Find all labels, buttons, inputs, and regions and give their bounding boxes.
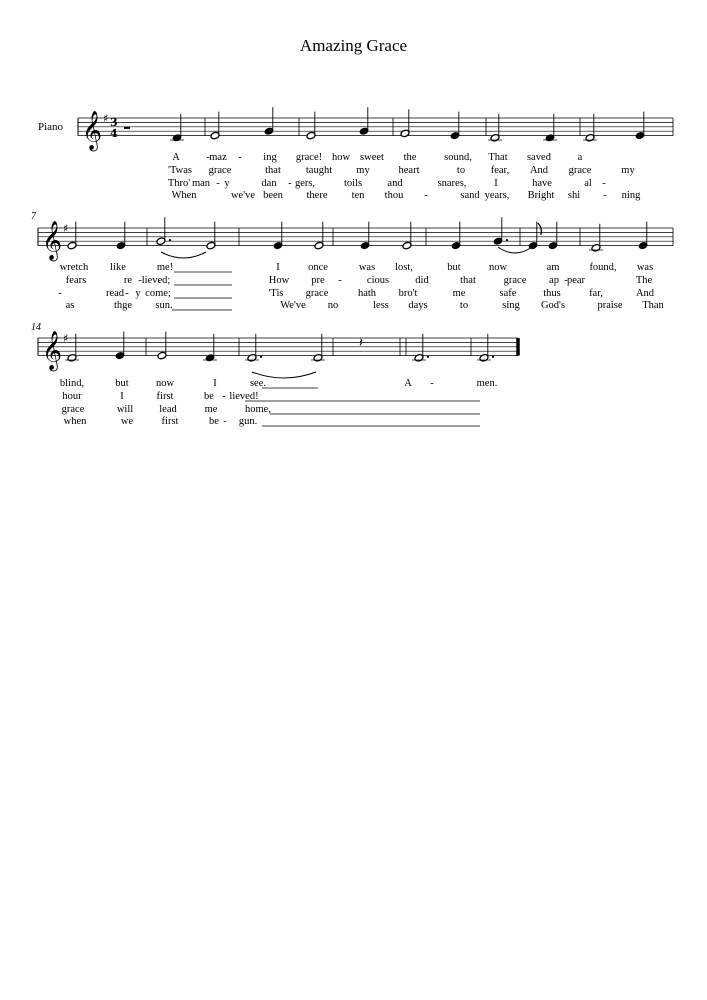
lyric-syllable: gers, [294, 178, 316, 189]
lyric-syllable: thou [384, 190, 404, 201]
lyric-syllable: grace [208, 165, 232, 176]
quarter-rest-icon: 𝄽 [359, 336, 363, 351]
lyric-syllable: - [288, 178, 292, 189]
lyric-syllable: heart [398, 165, 420, 176]
lyric-syllable: - [602, 178, 606, 189]
lyric-syllable: Than [642, 300, 664, 311]
instrument-name: Piano [38, 121, 64, 133]
lyric-syllable: come; [145, 288, 171, 299]
lyric-syllable: me [204, 404, 218, 415]
lyric-syllable: a [577, 152, 583, 163]
lyric-syllable: ing [263, 152, 277, 163]
lyric-syllable: And [635, 288, 655, 299]
lyric-syllable: to [459, 300, 469, 311]
note-dot [427, 356, 429, 358]
lyric-syllable: am [546, 262, 560, 273]
lyric-syllable: have [532, 178, 552, 189]
key-signature-sharp: ♯ [63, 332, 69, 345]
lyric-syllable: and [387, 178, 403, 189]
lyric-syllable: pre [311, 275, 325, 286]
lyric-syllable: there [306, 190, 328, 201]
lyric-syllable: toils [343, 178, 363, 189]
lyric-syllable: lieved! [229, 391, 259, 402]
lyric-syllable: - [223, 416, 227, 427]
lyric-syllable: A [404, 378, 412, 389]
lyric-syllable: blind, [59, 378, 85, 389]
treble-clef-icon: 𝄞 [82, 110, 103, 151]
lyric-syllable: gun. [238, 416, 258, 427]
lyric-syllable: sun. [155, 300, 173, 311]
lyric-syllable: - [138, 275, 142, 286]
lyric-syllable: - [222, 391, 226, 402]
lyric-syllable: God's [540, 300, 566, 311]
lyric-syllable: home, [245, 404, 271, 415]
lyric-syllable: praise [597, 300, 623, 311]
lyric-syllable: days [408, 300, 428, 311]
lyric-syllable: read [105, 288, 125, 299]
lyric-syllable: how [331, 152, 351, 163]
lyric-syllable: grace [61, 404, 85, 415]
lyric-syllable: years, [484, 190, 510, 201]
lyric-syllable: me! [156, 262, 174, 273]
lyric-syllable: first [161, 416, 179, 427]
note-dot [492, 356, 494, 358]
lyric-syllable: will [116, 404, 134, 415]
lyric-syllable: grace [305, 288, 329, 299]
lyric-syllable: ap [549, 275, 559, 286]
lyric-syllable: 'Twas [168, 165, 192, 176]
lyric-syllable: cious [366, 275, 390, 286]
treble-clef-icon: 𝄞 [42, 330, 63, 371]
lyric-syllable: hour [62, 391, 82, 402]
lyric-syllable: ten [351, 190, 365, 201]
lyric-syllable: al [584, 178, 592, 189]
lyric-syllable: grace! [295, 152, 323, 163]
lyric-syllable: lieved; [141, 275, 171, 286]
lyric-syllable: once [308, 262, 328, 273]
lyric-syllable: - [338, 275, 342, 286]
lyric-syllable: did [415, 275, 429, 286]
lyric-syllable: but [447, 262, 461, 273]
tie-arc [498, 247, 532, 253]
lyric-syllable: - [430, 378, 434, 389]
lyric-syllable: sound, [444, 152, 472, 163]
lyric-syllable: sweet [360, 152, 384, 163]
key-signature-sharp: ♯ [103, 112, 109, 125]
lyric-syllable: Bright [527, 190, 555, 201]
time-signature-bottom: 4 [110, 127, 118, 140]
lyric-syllable: taught [305, 165, 333, 176]
lyric-syllable: I [213, 378, 217, 389]
treble-clef-icon: 𝄞 [42, 220, 63, 261]
lyric-syllable: pear [566, 275, 586, 286]
lyric-syllable: - [125, 288, 129, 299]
lyric-syllable: safe [499, 288, 517, 299]
lyric-syllable: but [115, 378, 129, 389]
lyric-syllable: y [135, 288, 141, 299]
lyric-syllable: hath [357, 288, 377, 299]
lyric-syllable: sing [502, 300, 520, 311]
lyric-syllable: fear, [490, 165, 510, 176]
lyric-syllable: When [171, 190, 197, 201]
lyric-syllable: now [155, 378, 175, 389]
lyric-syllable: dan [261, 178, 277, 189]
lyric-syllable: A [172, 152, 180, 163]
lyric-syllable: sand [460, 190, 480, 201]
lyric-syllable: The [635, 275, 653, 286]
lyric-syllable: That [488, 152, 508, 163]
lyric-syllable: found, [589, 262, 617, 273]
lyric-syllable: How [268, 275, 290, 286]
lyric-syllable: first [156, 391, 174, 402]
note-dot [506, 239, 508, 241]
lyric-syllable: that [265, 165, 281, 176]
lyric-syllable: the [403, 152, 417, 163]
lyric-syllable: like [110, 262, 126, 273]
lyric-syllable: less [373, 300, 389, 311]
lyric-syllable: be [209, 416, 219, 427]
lyric-syllable: men. [476, 378, 498, 389]
lyric-syllable: as [65, 300, 75, 311]
lyric-syllable: And [529, 165, 549, 176]
lyric-syllable: We've [280, 300, 306, 311]
lyric-syllable: ning [621, 190, 641, 201]
lyric-syllable: my [621, 165, 635, 176]
lyric-syllable: - [564, 275, 568, 286]
lyric-syllable: 'Tis [268, 288, 284, 299]
lyric-syllable: re [123, 275, 133, 286]
lyric-syllable: I [494, 178, 498, 189]
lyric-syllable: no [327, 300, 339, 311]
lyric-syllable: I [276, 262, 280, 273]
lyric-syllable: been [263, 190, 283, 201]
lyric-syllable: snares, [437, 178, 467, 189]
lyric-syllable: Thro' [167, 178, 191, 189]
lyric-syllable: now [488, 262, 508, 273]
lyric-syllable: we've [230, 190, 256, 201]
lyric-syllable: see. [249, 378, 267, 389]
lyric-syllable: thus [543, 288, 561, 299]
lyric-syllable: was [358, 262, 376, 273]
lyric-syllable: - [206, 152, 210, 163]
lyric-syllable: grace [503, 275, 527, 286]
lyric-syllable: to [456, 165, 466, 176]
lyric-syllable: when [63, 416, 87, 427]
lyric-syllable: wretch [59, 262, 89, 273]
score-title: Amazing Grace [299, 36, 408, 55]
lyric-syllable: fears [65, 275, 87, 286]
lyric-syllable: - [216, 178, 220, 189]
lyric-syllable: - [603, 190, 607, 201]
lyric-syllable: that [460, 275, 476, 286]
lyric-syllable: shi [567, 190, 581, 201]
measure-number-14: 14 [31, 322, 41, 333]
lyric-syllable: maz [209, 152, 227, 163]
lyric-syllable: be [204, 391, 214, 402]
note-dot [169, 239, 171, 241]
lyric-syllable: far, [589, 288, 603, 299]
half-rest-icon [124, 127, 130, 129]
lyric-syllable: - [238, 152, 242, 163]
lyric-syllable: my [356, 165, 370, 176]
lyric-syllable: we [120, 416, 134, 427]
lyric-syllable: I [120, 391, 124, 402]
lyric-syllable: me [452, 288, 466, 299]
lyric-syllable: y [224, 178, 230, 189]
lyric-syllable: saved [527, 152, 551, 163]
measure-number-7: 7 [31, 211, 36, 222]
key-signature-sharp: ♯ [63, 222, 69, 235]
lyric-syllable: lead [159, 404, 177, 415]
lyric-syllable: was [636, 262, 654, 273]
lyric-syllable: - [424, 190, 428, 201]
lyric-syllable: thge [113, 300, 133, 311]
lyric-syllable: man [191, 178, 211, 189]
note-dot [260, 356, 262, 358]
eighth-note-flag [538, 223, 542, 235]
lyric-syllable: bro't [398, 288, 418, 299]
tie-arc [161, 252, 206, 258]
lyric-syllable: - [58, 288, 62, 299]
time-signature-top: 3 [110, 116, 118, 129]
lyric-syllable: lost, [395, 262, 413, 273]
lyric-syllable: grace [568, 165, 592, 176]
